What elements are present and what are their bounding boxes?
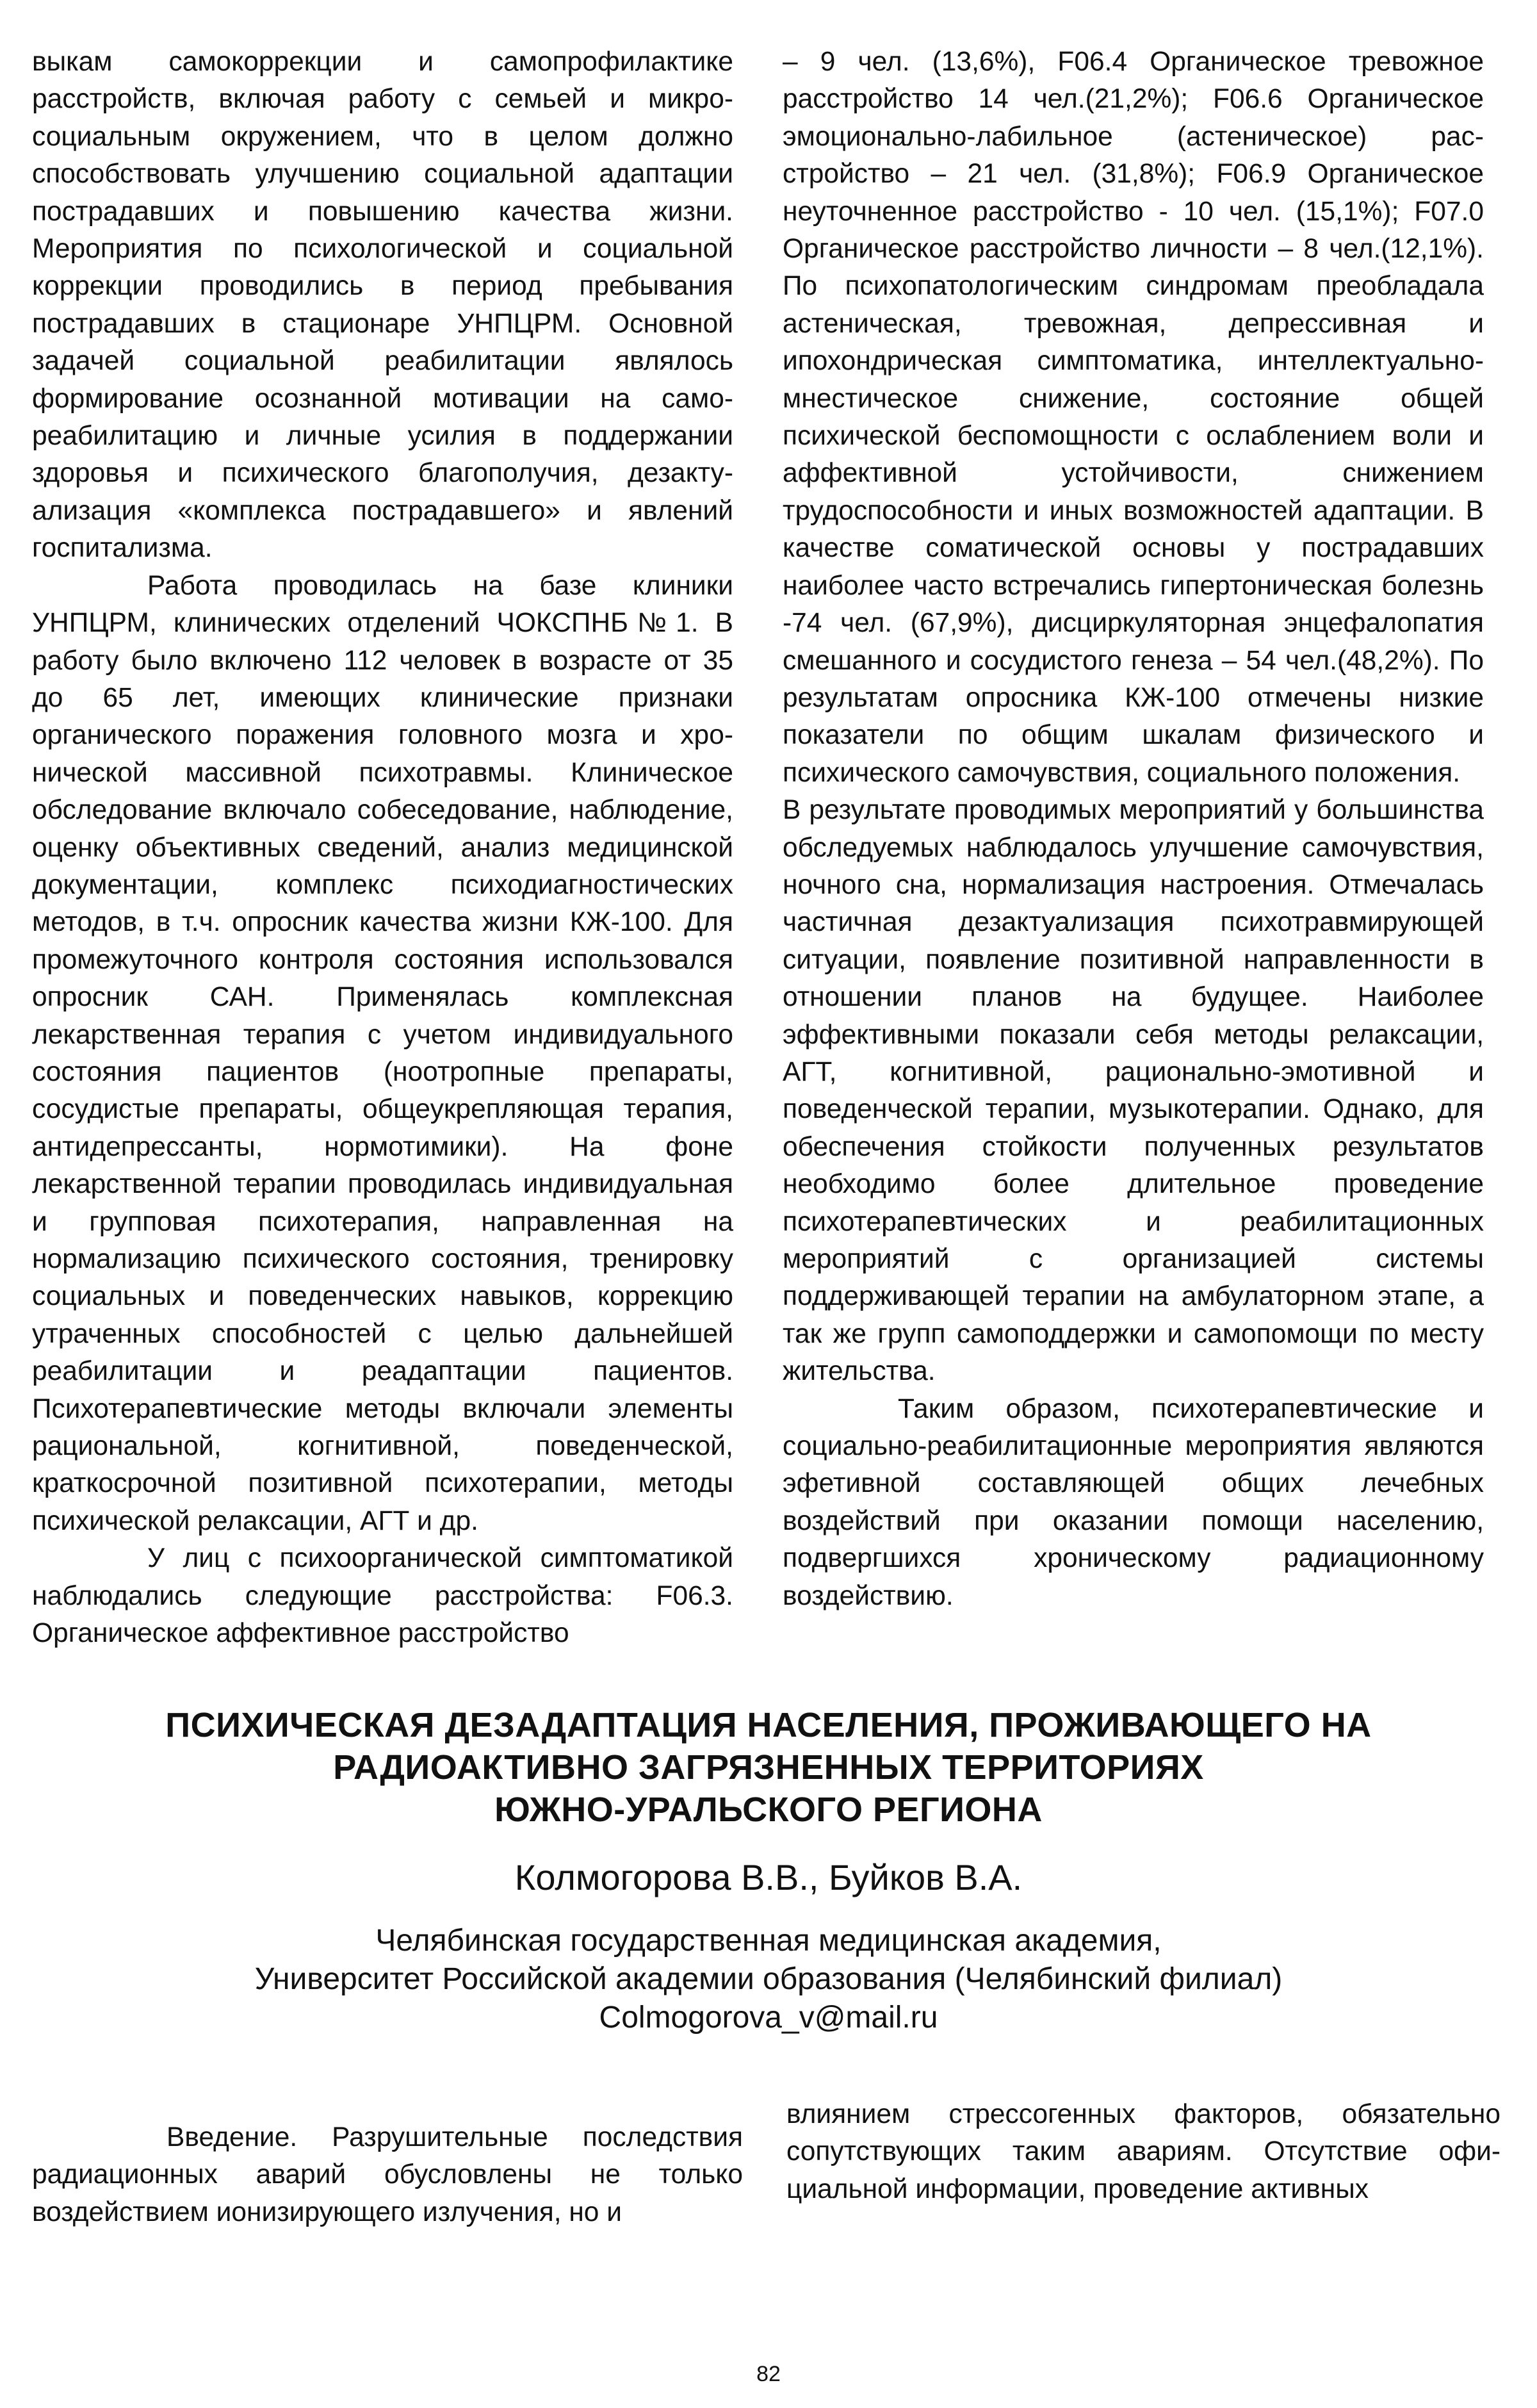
- text-column-bottom-right: [786, 2096, 1500, 2208]
- paragraph-rehab-goals: выкам самокоррекции и самопрофилактике расстройств, включая работу с семьей и микросоциальным окружением, что в целом должно способствовать улучшению социальной адаптации пострадавших и повышению качества жизни. Мероприятия по психологической и социальной коррекции проводились в период пребывания пострадавших в стационаре УНПЦРМ. Основной задачей социальной реабилитации являлось формирование осознанной мотивации на самореабилитацию и личные усилия в поддержании здоровья и психического благополучия, дезактуализация «комплекса пострадавшего» и явлений госпитализма.: [32, 47, 733, 564]
- article-affiliation: [64, 1922, 1473, 2037]
- text-column-top-left: [32, 44, 733, 1652]
- page-number: 82: [756, 2362, 781, 2386]
- text-column-top-right: [783, 44, 1484, 1615]
- article-title-line-1: ПСИХИЧЕСКАЯ ДЕЗАДАПТАЦИЯ НАСЕЛЕНИЯ, ПРОЖИВАЮЩЕГО НА: [165, 1706, 1372, 1744]
- affiliation-line-2: Университет Российской академии образования (Челябинский филиал): [254, 1962, 1283, 1996]
- article-title-line-3: ЮЖНО-УРАЛЬСКОГО РЕГИОНА: [494, 1790, 1043, 1829]
- paragraph-introduction-cont: влиянием стрессогенных факторов, обязательно сопутствующих таким авариям. Отсутствие официальной информации, проведение активных: [786, 2099, 1500, 2204]
- article-title-line-2: РАДИОАКТИВНО ЗАГРЯЗНЕННЫХ ТЕРРИТОРИЯХ: [333, 1748, 1204, 1787]
- author-email: Colmogorova_v@mail.ru: [599, 2001, 938, 2035]
- paragraph-disorders: У лиц с психоорганической симптоматикой наблюдались следующие расстройства: F06.3. Органическое аффективное расстройство: [32, 1543, 733, 1649]
- affiliation-line-1: Челябинская государственная медицинская академия,: [375, 1924, 1162, 1958]
- paragraph-results: В результате проводимых мероприятий у большинства обследуемых наблюдалось улучшение самочувствия, ночного сна, нормализация настроения. Отмечалась частичная дезактуализация психотравмирующей ситуации, появление позитивной направленности в отношении планов на будущее. Наиболее эффективными показали себя методы релаксации, АГТ, когнитивной, рационально-эмотивной и поведенческой терапии, музыкотерапии. Однако, для обеспечения стойкости полученных результатов необходимо более длительное проведение психотерапевтических и реабилитационных мероприятий с организацией системы поддерживающей терапии на амбулаторном этапе, а так же групп самоподдержки и самопомощи по месту жительства.: [783, 795, 1484, 1387]
- paragraph-conclusion: Таким образом, психотерапевтические и социально-реабилитационные мероприятия являются эфетивной составляющей общих лечебных воздействий при оказании помощи населению, подвергшихся хроническому радиационному воздействию.: [783, 1393, 1484, 1611]
- article-authors: Колмогорова В.В., Буйков В.А.: [514, 1857, 1023, 1897]
- paragraph-methods: Работа проводилась на базе клиники УНПЦРМ, клинических отделений ЧОКСПНБ№1. В работу было включено 112 человек в возрасте от 35 до 65 лет, имеющих клинические признаки органического поражения головного мозга и хронической массивной психотравмы. Клиническое обследование включало собеседование, наблюдение, оценку объективных сведений, анализ медицинской документации, комплекс психодиагностических методов, в т.ч. опросник качества жизни КЖ-100. Для промежуточного контроля состояния использовался опросник САН. Применялась комплексная лекарственная терапия с учетом индивидуального состояния пациентов (ноотропные препараты, сосудистые препараты, общеукрепляющая терапия, антидепрессанты, нормотимики). На фоне лекарственной терапии проводилась индивидуальная и групповая психотерапия, направленная на нормализацию психического состояния, тренировку социальных и поведенческих навыков, коррекцию утраченных способностей с целью дальнейшей реабилитации и реадаптации пациентов. Психотерапевтические методы включали элементы рациональной, когнитивной, поведенческой, краткосрочной позитивной психотерапии, методы психической релаксации, АГТ и др.: [32, 570, 733, 1536]
- paragraph-introduction: Введение. Разрушительные последствия радиационных аварий обусловлены не только воздействием ионизирующего излучения, но и: [32, 2122, 743, 2227]
- article-header: [64, 1704, 1473, 2037]
- paragraph-statistics: – 9 чел. (13,6%), F06.4 Органическое тревожное расстройство 14 чел.(21,2%); F06.6 Органическое эмоционально-лабильное (астеническое) расстройство – 21 чел. (31,8%); F06.9 Органическое неуточненное расстройство - 10 чел. (15,1%); F07.0 Органическое расстройство личности – 8 чел.(12,1%). По психопатологическим синдромам преобладала астеническая, тревожная, депрессивная и ипохондрическая симптоматика, интеллектуально-мнестическое снижение, состояние общей психической беспомощности с ослаблением воли и аффективной устойчивости, снижением трудоспособности и иных возможностей адаптации. В качестве соматической основы у пострадавших наиболее часто встречались гипертоническая болезнь -74 чел. (67,9%), дисциркуляторная энцефалопатия смешанного и сосудистого генеза – 54 чел.(48,2%). По результатам опросника КЖ-100 отмечены низкие показатели по общим шкалам физического и психического самочувствия, социального положения.: [783, 47, 1484, 788]
- text-column-bottom-left: [32, 2119, 743, 2231]
